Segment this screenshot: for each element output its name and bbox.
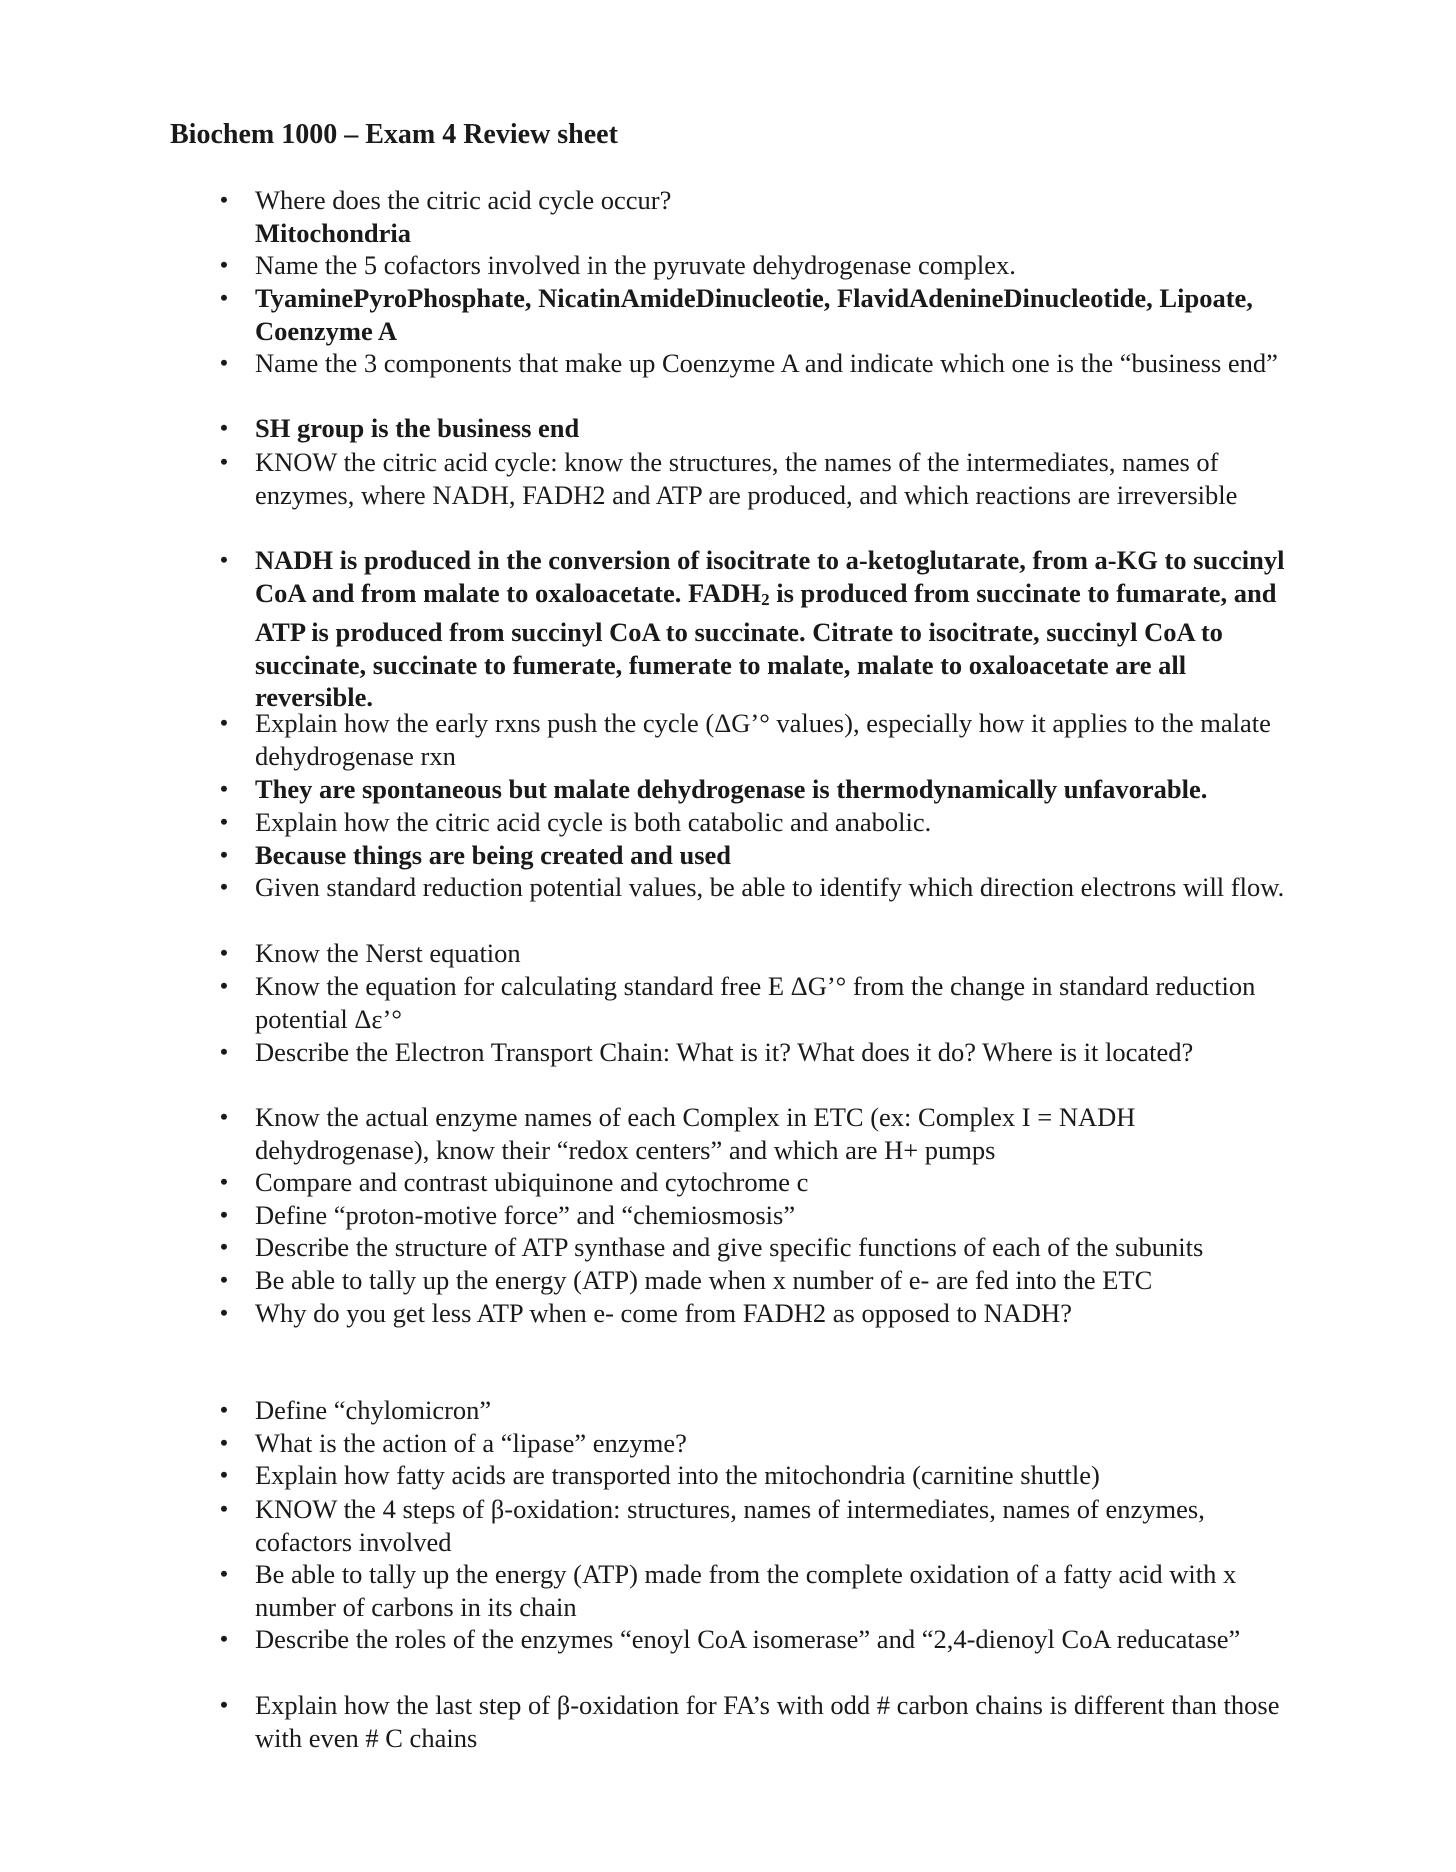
list-item-coenzyme-a-question — [220, 347, 1295, 380]
bullet-icon: • — [220, 842, 228, 867]
question-text: Describe the structure of ATP synthase and give specific functions of each of the subunits — [255, 1232, 1204, 1262]
list-item-etc-describe — [220, 1036, 1295, 1069]
list-item-lipase — [220, 1427, 1295, 1460]
answer-text: Because things are being created and used — [255, 840, 732, 870]
list-item-coenzyme-a-answer — [220, 412, 1295, 445]
bullet-icon: • — [220, 940, 228, 965]
question-text: Explain how fatty acids are transported into the mitochondria (carnitine shuttle) — [255, 1460, 1100, 1490]
bullet-icon: • — [220, 809, 228, 834]
list-item-citric-acid-cycle-answer — [220, 544, 1295, 714]
bullet-icon: • — [220, 1169, 228, 1194]
question-text: Know the equation for calculating standard free E ΔG’° from the change in standard reduction potential Δε’° — [255, 971, 1256, 1034]
list-item-odd-carbon-chains — [220, 1689, 1295, 1754]
bullet-icon: • — [220, 1267, 228, 1292]
bullet-icon: • — [220, 1104, 228, 1129]
list-item-early-rxns-answer — [220, 773, 1295, 806]
answer-text: Mitochondria — [255, 217, 412, 248]
bullet-icon: • — [220, 1430, 228, 1455]
answer-text-after: is produced from succinate to fumarate, and ATP is produced from succinyl CoA to succinate. Citrate to isocitrate, succinyl CoA to succinate, succinate to fumerate, fumerate to malate, malate to oxaloacetate are all reversible. — [255, 577, 1277, 712]
list-item-atp-synthase — [220, 1231, 1295, 1264]
list-item-tally-etc-energy — [220, 1264, 1295, 1297]
question-text: Where does the citric acid cycle occur? — [255, 185, 672, 215]
list-item-catabolic-anabolic-question — [220, 806, 1295, 839]
question-text: Define “proton-motive force” and “chemiosmosis” — [255, 1200, 796, 1230]
bullet-icon: • — [220, 1626, 228, 1651]
bullet-icon: • — [220, 285, 228, 310]
question-text: Be able to tally up the energy (ATP) made from the complete oxidation of a fatty acid with x number of carbons in its chain — [255, 1559, 1237, 1622]
bullet-icon: • — [220, 776, 228, 801]
question-text: Describe the roles of the enzymes “enoyl CoA isomerase” and “2,4-dienoyl CoA reducatase” — [255, 1624, 1241, 1654]
question-text: Explain how the last step of β-oxidation for FA’s with odd # carbon chains is different than those with even # C chains — [255, 1690, 1280, 1753]
answer-text: TyaminePyroPhosphate, NicatinAmideDinucleotie, FlavidAdenineDinucleotide, Lipoate, Coenzyme A — [255, 283, 1253, 346]
bullet-icon: • — [220, 710, 228, 735]
question-text: Why do you get less ATP when e- come from FADH2 as opposed to NADH? — [255, 1298, 1072, 1328]
list-item-chylomicron — [220, 1394, 1295, 1427]
question-text: Be able to tally up the energy (ATP) made when x number of e- are fed into the ETC — [255, 1265, 1153, 1295]
list-item-enoyl-isomerase — [220, 1623, 1295, 1656]
bullet-icon: • — [220, 547, 228, 572]
list-item-pdh-cofactors-answer — [220, 282, 1295, 347]
question-text: Explain how the citric acid cycle is both catabolic and anabolic. — [255, 807, 932, 837]
bullet-icon: • — [220, 415, 228, 440]
question-text: KNOW the citric acid cycle: know the structures, the names of the intermediates, names of enzymes, where NADH, FADH2 and ATP are produced, and which reactions are irreversible — [255, 447, 1238, 510]
bullet-icon: • — [220, 1692, 228, 1717]
bullet-icon: • — [220, 1397, 228, 1422]
bullet-icon: • — [220, 1039, 228, 1064]
bullet-icon: • — [220, 1300, 228, 1325]
question-text: Compare and contrast ubiquinone and cytochrome c — [255, 1167, 809, 1197]
list-item-ubiquinone-cytochrome — [220, 1166, 1295, 1199]
bullet-icon: • — [220, 1561, 228, 1586]
list-item-free-energy-equation — [220, 970, 1295, 1035]
list-item-citric-acid-cycle-question — [220, 446, 1295, 511]
question-text: Given standard reduction potential values, be able to identify which direction electrons will flow. — [255, 872, 1285, 902]
bullet-icon: • — [220, 252, 228, 277]
answer-text-before: NADH is produced in the conversion of isocitrate to a-ketoglutarate, from a-KG to succinyl CoA and from malate to oxaloacetate. FADH — [255, 545, 1285, 608]
question-text: What is the action of a “lipase” enzyme? — [255, 1428, 687, 1458]
bullet-icon: • — [220, 350, 228, 375]
page-title: Biochem 1000 – Exam 4 Review sheet — [170, 119, 618, 150]
list-item-carnitine-shuttle — [220, 1459, 1295, 1492]
question-text: Describe the Electron Transport Chain: What is it? What does it do? Where is it located? — [255, 1037, 1194, 1067]
question-text: Explain how the early rxns push the cycle (ΔG’° values), especially how it applies to the malate dehydrogenase rxn — [255, 708, 1271, 771]
list-item-etc-complexes — [220, 1101, 1295, 1166]
bullet-icon: • — [220, 449, 228, 474]
question-text: Know the Nerst equation — [255, 938, 521, 968]
answer-text: SH group is the business end — [255, 413, 580, 443]
question-text: Name the 3 components that make up Coenzyme A and indicate which one is the “business end” — [255, 348, 1278, 378]
bullet-icon: • — [220, 187, 228, 212]
bullet-icon: • — [220, 1462, 228, 1487]
bullet-icon: • — [220, 973, 228, 998]
bullet-icon: • — [220, 1202, 228, 1227]
question-text: KNOW the 4 steps of β-oxidation: structures, names of intermediates, names of enzymes, cofactors involved — [255, 1494, 1205, 1557]
question-text: Define “chylomicron” — [255, 1395, 492, 1425]
list-item-beta-oxidation-steps — [220, 1493, 1295, 1558]
list-item-pdh-cofactors-question — [220, 249, 1295, 282]
question-text: Know the actual enzyme names of each Complex in ETC (ex: Complex I = NADH dehydrogenase), know their “redox centers” and which are H+ pumps — [255, 1102, 1136, 1165]
answer-text: They are spontaneous but malate dehydrogenase is thermodynamically unfavorable. — [255, 774, 1208, 804]
list-item-proton-motive-force — [220, 1199, 1295, 1232]
question-text: Name the 5 cofactors involved in the pyruvate dehydrogenase complex. — [255, 250, 1016, 280]
list-item-nerst-equation — [220, 937, 1295, 970]
subscript-text: 2 — [761, 589, 770, 609]
list-item-reduction-potential — [220, 871, 1295, 904]
bullet-icon: • — [220, 1234, 228, 1259]
list-item-early-rxns-question — [220, 707, 1295, 772]
list-item-catabolic-anabolic-answer — [220, 839, 1295, 872]
bullet-icon: • — [220, 1496, 228, 1521]
list-item-citric-acid-location — [220, 184, 1295, 249]
bullet-icon: • — [220, 874, 228, 899]
list-item-fadh2-vs-nadh — [220, 1297, 1295, 1330]
list-item-fatty-acid-energy — [220, 1558, 1295, 1623]
